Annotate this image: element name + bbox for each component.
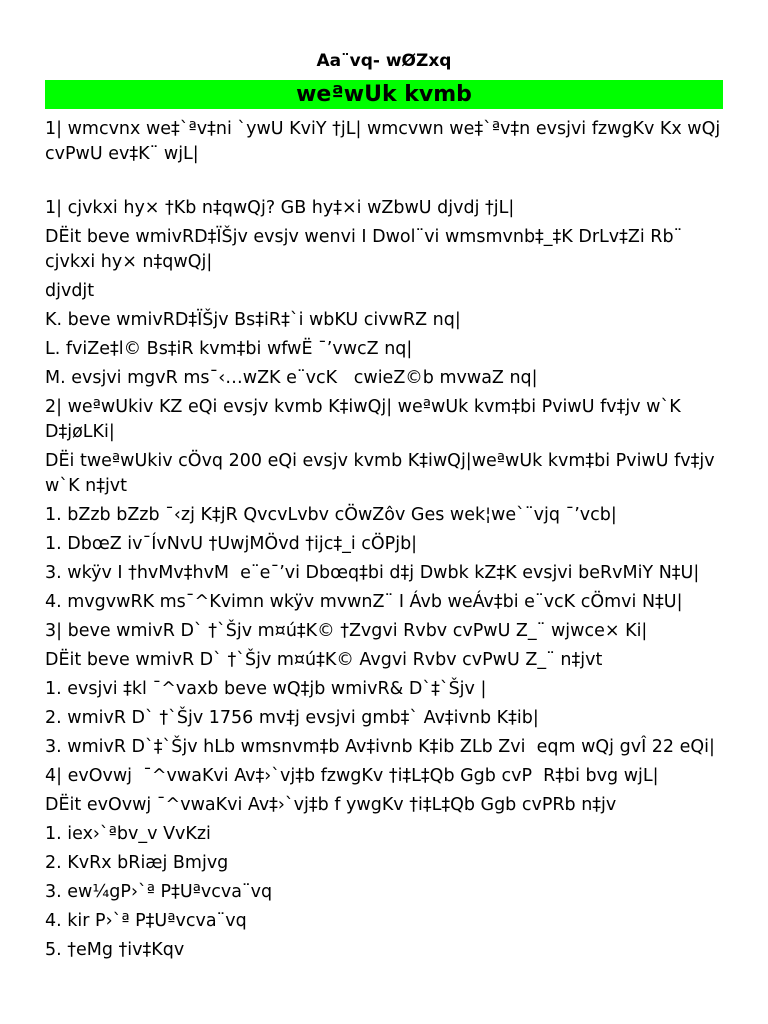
list-item: 3. wkÿv I †hvMv‡hvM e¨e¯’vi Dbœq‡bi d‡j Dwbk kZ‡K evsjvi beRvMiY N‡U|	[45, 563, 700, 583]
answer-line: DËi tweªwUkiv cÖvq 200 eQi evsjv kvmb K‡iwQj|weªwUk kvm‡bi PviwU fv‡jv w`K n‡jvt	[45, 451, 721, 496]
list-item: 3. wmivR D`‡`Šjv hLb wmsnvm‡b Av‡ivnb K‡ib ZLb Zvi eqm wQj gvÎ 22 eQi|	[45, 737, 715, 757]
question-line: 2| weªwUkiv KZ eQi evsjv kvmb K‡iwQj| weªwUk kvm‡bi PviwU fv‡jv w`K D‡jøLKi|	[45, 397, 687, 442]
blank-line	[45, 171, 735, 196]
document-title: Aa¨vq- wØZxq	[316, 51, 452, 71]
list-item: 4. mvgvwRK ms¯^Kvimn wkÿv mvwnZ¨ I Ávb weÁv‡bi e¨vcK cÖmvi N‡U|	[45, 592, 683, 612]
question-line: 1| cjvkxi hy× †Kb n‡qwQj? GB hy‡×i wZbwU djvdj †jL|	[45, 198, 515, 218]
list-item: 1. bZzb bZzb ¯‹zj K‡jR QvcvLvbv cÖwZôv Ges wek¦we`¨vjq ¯’vcb|	[45, 505, 617, 525]
list-item: 1. DbœZ iv¯ÍvNvU †UwjMÖvd †ijc‡_i cÖPjb|	[45, 534, 418, 554]
list-item: 2. wmivR D` †`Šjv 1756 mv‡j evsjvi gmb‡` Av‡ivnb K‡ib|	[45, 708, 539, 728]
document-body	[45, 117, 735, 967]
answer-line: DËit beve wmivR D` †`Šjv m¤ú‡K© Avgvi Rvbv cvPwU Z_¨ n‡jvt	[45, 650, 603, 670]
list-item: 5. †eMg †iv‡Kqv	[45, 940, 185, 960]
list-item: 4. kir P›`ª P‡Uªvcva¨vq	[45, 911, 247, 931]
question-line: 1| wmcvnx we‡`ªv‡ni `ywU KviY †jL| wmcvwn we‡`ªv‡n evsjvi fzwgKv Kx wQj cvPwU ev‡K¨ wjL|	[45, 119, 726, 164]
list-item: M. evsjvi mgvR ms¯‹…wZK e¨vcK cwieZ©b mvwaZ nq|	[45, 368, 538, 388]
question-line: 4| evOvwj ¯^vwaKvi Av‡›`vj‡b fzwgKv †i‡L‡Qb Ggb cvP R‡bi bvg wjL|	[45, 766, 659, 786]
list-item: 2. KvRx bRiæj Bmjvg	[45, 853, 229, 873]
question-line: 3| beve wmivR D` †`Šjv m¤ú‡K© †Zvgvi Rvbv cvPwU Z_¨ wjwce× Ki|	[45, 621, 648, 641]
answer-line: DËit evOvwj ¯^vwaKvi Av‡›`vj‡b f ywgKv †i‡L‡Qb Ggb cvPRb n‡jv	[45, 795, 617, 815]
answer-line: DËit beve wmivRD‡ÏŠjv evsjv wenvi I Dwol¨vi wmsmvnb‡_‡K DrLv‡Zi Rb¨ cjvkxi hy× n‡qwQj|	[45, 227, 688, 272]
list-item: 1. iex›`ªbv_v VvKzi	[45, 824, 211, 844]
list-item: L. fviZe‡l© Bs‡iR kvm‡bi wfwË ¯’vwcZ nq|	[45, 339, 413, 359]
answer-label: djvdjt	[45, 281, 95, 301]
list-item: 3. ew¼gP›`ª P‡Uªvcva¨vq	[45, 882, 273, 902]
section-heading: weªwUk kvmb	[45, 80, 723, 109]
list-item: 1. evsjvi ‡kl ¯^vaxb beve wQ‡jb wmivR& D`‡`Šjv |	[45, 679, 487, 699]
list-item: K. beve wmivRD‡ÏŠjv Bs‡iR‡`i wbKU civwRZ nq|	[45, 310, 461, 330]
